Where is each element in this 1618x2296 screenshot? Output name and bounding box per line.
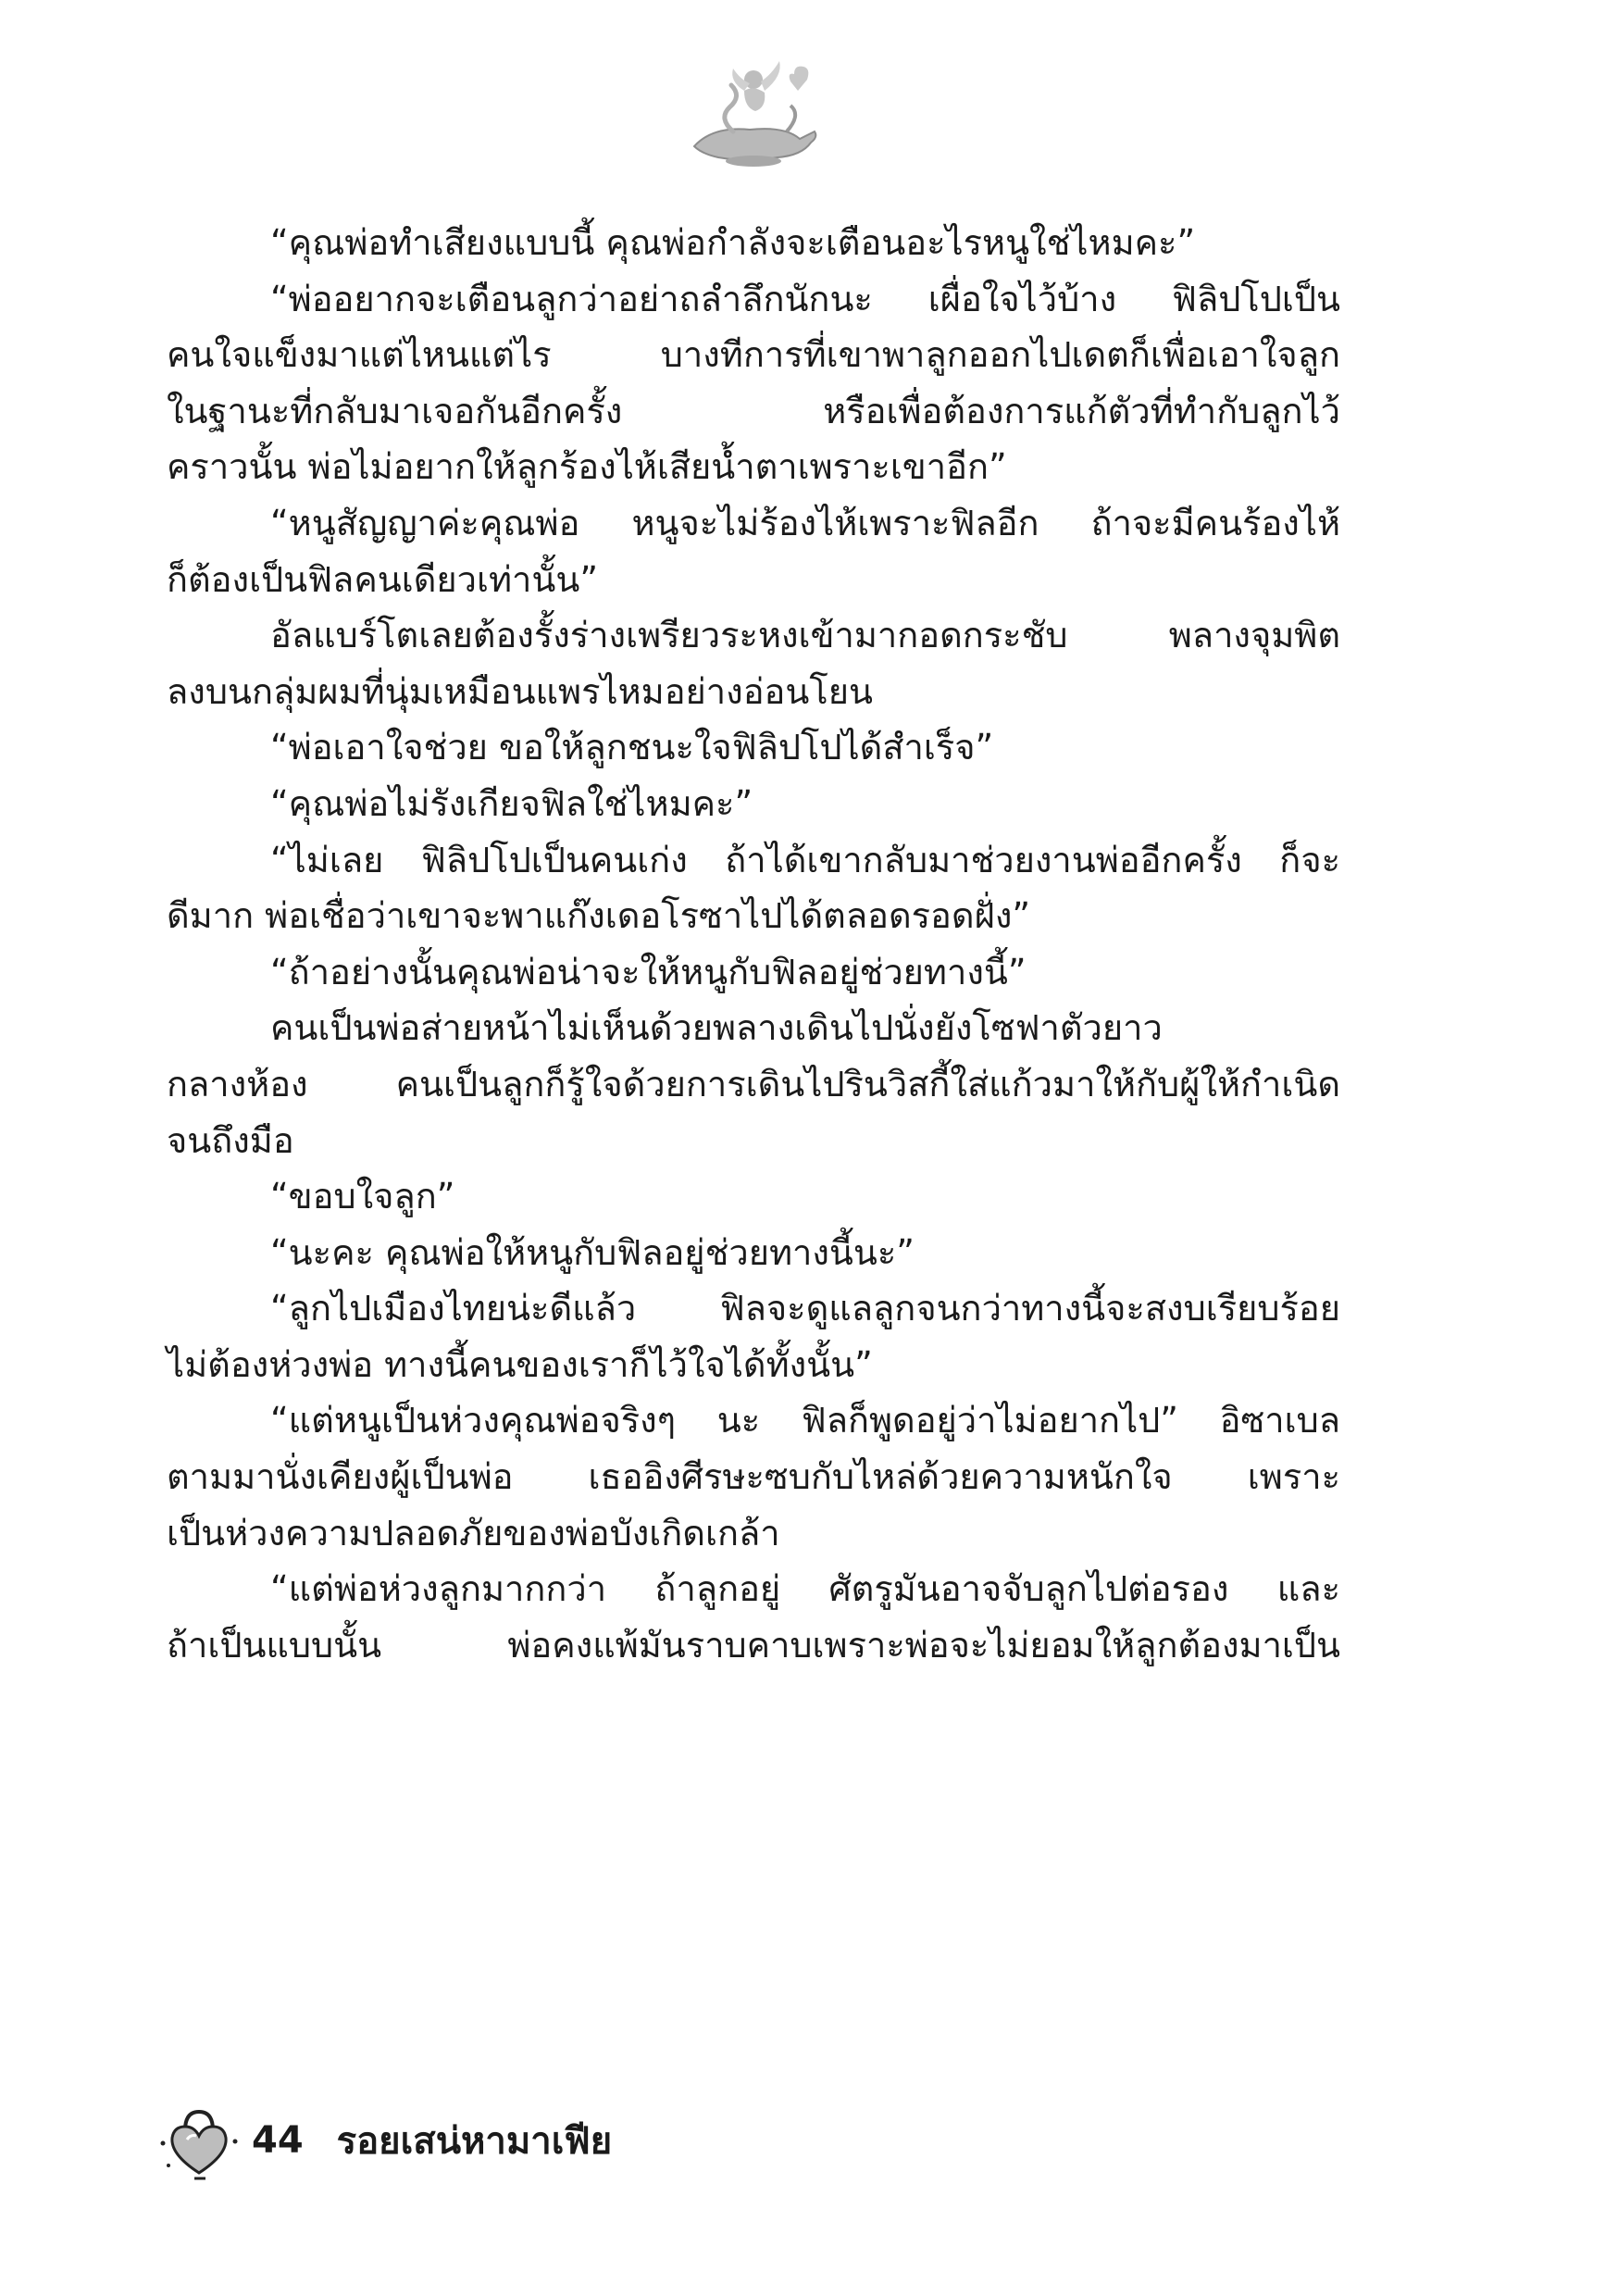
text-line: ถ้าเป็นแบบนั้น พ่อคงแพ้มันราบคาบเพราะพ่อจะไม่ยอมให้ลูกต้องมาเป็น [167,1624,1340,1666]
text-line: ตามมานั่งเคียงผู้เป็นพ่อ เธออิงศีรษะซบกับไหล่ด้วยความหนักใจ เพราะ [167,1456,1340,1498]
text-line: ลงบนกลุ่มผมที่นุ่มเหมือนแพรไหมอย่างอ่อนโยน [167,670,873,712]
text-line: “พ่ออยากจะเตือนลูกว่าอย่าถลำลึกนักนะ เผื่อใจไว้บ้าง ฟิลิปโปเป็น [270,278,1340,319]
text-line: “แต่หนูเป็นห่วงคุณพ่อจริงๆ นะ ฟิลก็พูดอยู่ว่าไม่อยากไป” อิซาเบล [270,1400,1340,1441]
text-line: คนใจแข็งมาแต่ไหนแต่ไร บางทีการที่เขาพาลูกออกไปเดตก็เพื่อเอาใจลูก [167,334,1340,376]
text-line: “คุณพ่อทำเสียงแบบนี้ คุณพ่อกำลังจะเตือนอะไรหนูใช่ไหมคะ” [270,222,1196,263]
text-line: “ลูกไปเมืองไทยน่ะดีแล้ว ฟิลจะดูแลลูกจนกว่าทางนี้จะสงบเรียบร้อย [270,1288,1340,1329]
text-line: จนถึงมือ [167,1119,294,1161]
text-line: คราวนั้น พ่อไม่อยากให้ลูกร้องไห้เสียน้ำตาเพราะเขาอีก” [167,446,1007,488]
cupid-magic-lamp-icon [676,54,824,174]
text-line: “นะคะ คุณพ่อให้หนูกับฟิลอยู่ช่วยทางนี้นะ” [270,1231,915,1273]
text-line: “พ่อเอาใจช่วย ขอให้ลูกชนะใจฟิลิปโปได้สำเร็จ” [270,727,994,768]
text-line: “คุณพ่อไม่รังเกียจฟิลใช่ไหมคะ” [270,782,753,824]
text-line: “หนูสัญญาค่ะคุณพ่อ หนูจะไม่ร้องไห้เพราะฟิลอีก ถ้าจะมีคนร้องไห้ [270,502,1340,543]
book-title: รอยเสน่หามาเฟีย [336,2120,613,2163]
text-line: ในฐานะที่กลับมาเจอกันอีกครั้ง หรือเพื่อต้องการแก้ตัวที่ทำกับลูกไว้ [167,390,1340,431]
text-line: “ไม่เลย ฟิลิปโปเป็นคนเก่ง ถ้าได้เขากลับมาช่วยงานพ่ออีกครั้ง ก็จะ [270,839,1340,880]
text-line: “แต่พ่อห่วงลูกมากกว่า ถ้าลูกอยู่ ศัตรูมันอาจจับลูกไปต่อรอง และ [270,1568,1340,1610]
text-line: คนเป็นพ่อส่ายหน้าไม่เห็นด้วยพลางเดินไปนั่งยังโซฟาตัวยาว [270,1007,1163,1049]
text-line: กลางห้อง คนเป็นลูกก็รู้ใจด้วยการเดินไปรินวิสกี้ใส่แก้วมาให้กับผู้ให้กำเนิด [167,1063,1340,1104]
text-line: ดีมาก พ่อเชื่อว่าเขาจะพาแก๊งเดอโรซาไปได้ตลอดรอดฝั่ง” [167,895,1031,937]
body-text [167,215,1340,1673]
text-line: เป็นห่วงความปลอดภัยของพ่อบังเกิดเกล้า [167,1512,780,1554]
text-line: ไม่ต้องห่วงพ่อ ทางนี้คนของเราก็ไว้ใจได้ทั้งนั้น” [167,1343,873,1385]
text-line: “ถ้าอย่างนั้นคุณพ่อน่าจะให้หนูกับฟิลอยู่ช่วยทางนี้” [270,951,1027,992]
page-number: 44 [252,2119,304,2162]
text-line: ก็ต้องเป็นฟิลคนเดียวเท่านั้น” [167,558,599,600]
text-line: “ขอบใจลูก” [270,1176,455,1217]
text-line: อัลแบร์โตเลยต้องรั้งร่างเพรียวระหงเข้ามากอดกระชับ พลางจุมพิต [270,615,1340,656]
heart-padlock-icon [157,2099,241,2182]
page-footer [157,2094,612,2187]
